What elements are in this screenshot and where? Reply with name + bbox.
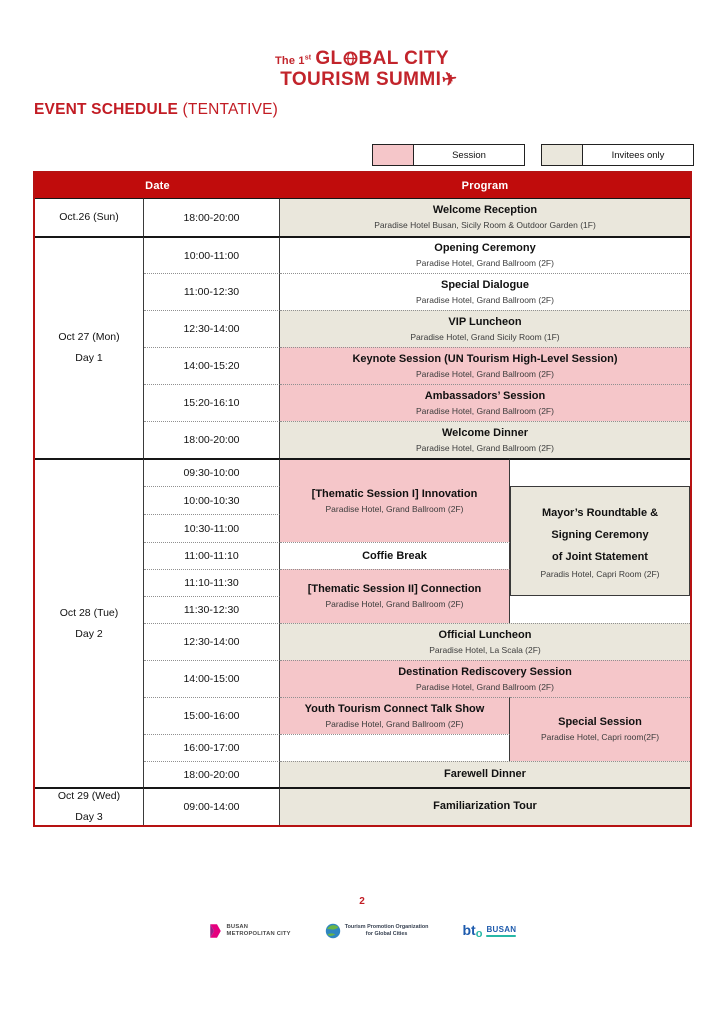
time-cell: 11:00-11:10 — [144, 542, 280, 569]
summit-logo — [0, 48, 724, 91]
time-cell: 10:30-11:00 — [144, 514, 280, 542]
page-title-main: EVENT SCHEDULE — [34, 101, 179, 118]
legend-item-invitees-only — [541, 144, 694, 166]
program-cell-keynote-session: Keynote Session (UN Tourism High-Level Session) Paradise Hotel, Grand Ballroom (2F) — [280, 347, 690, 384]
date-cell-oct29: Oct 29 (Wed) Day 3 — [35, 787, 144, 825]
date-cell-oct28: Oct 28 (Tue) Day 2 — [35, 458, 144, 787]
logo-tourism-promotion-organization: Tourism Promotion Organization for Global Cities — [325, 923, 429, 939]
legend-label-session: Session — [452, 149, 486, 161]
program-cell-destination-rediscovery: Destination Rediscovery Session Paradise Hotel, Grand Ballroom (2F) — [280, 660, 690, 697]
program-cell-youth-tourism-talk-show: Youth Tourism Connect Talk Show Paradise Hotel, Grand Ballroom (2F) — [280, 697, 510, 734]
logo-word-global-right: BAL CITY — [358, 48, 449, 69]
tpo-globe-icon — [325, 923, 341, 939]
logo-busan-tourism-organization: bto BUSAN — [462, 922, 517, 940]
logo-word-tourism-summit: TOURISM SUMMI — [280, 69, 442, 91]
program-cell-coffee-break: Coffie Break — [280, 542, 510, 569]
bto-subtitle-bar — [486, 935, 516, 937]
bto-mark: bto — [462, 922, 483, 940]
time-cell: 10:00-11:00 — [144, 236, 280, 273]
page-title-suffix: (TENTATIVE) — [178, 101, 279, 118]
time-cell: 18:00-20:00 — [144, 421, 280, 458]
program-cell-farewell-dinner: Farewell Dinner — [280, 761, 690, 787]
schedule-table — [33, 171, 692, 827]
time-cell: 12:30-14:00 — [144, 623, 280, 660]
program-cell-empty — [510, 458, 690, 486]
program-cell-welcome-reception: Welcome Reception Paradise Hotel Busan, Sicily Room & Outdoor Garden (1F) — [280, 198, 690, 236]
program-cell-familiarization-tour: Familiarization Tour — [280, 787, 690, 825]
program-cell-mayors-roundtable: Mayor’s Roundtable & Signing Ceremony of Joint Statement Paradis Hotel, Capri Room (2F) — [510, 486, 690, 596]
time-cell: 09:30-10:00 — [144, 458, 280, 486]
globe-icon — [343, 51, 358, 66]
page-title — [34, 101, 278, 119]
program-cell-vip-luncheon: VIP Luncheon Paradise Hotel, Grand Sicily Room (1F) — [280, 310, 690, 347]
program-cell-opening-ceremony: Opening Ceremony Paradise Hotel, Grand Ballroom (2F) — [280, 236, 690, 273]
busan-city-mark-icon — [208, 923, 223, 939]
time-cell: 11:10-11:30 — [144, 569, 280, 596]
time-cell: 15:20-16:10 — [144, 384, 280, 421]
time-cell: 14:00-15:00 — [144, 660, 280, 697]
time-cell: 18:00-20:00 — [144, 198, 280, 236]
time-cell: 14:00-15:20 — [144, 347, 280, 384]
program-cell-empty — [510, 596, 690, 623]
legend-label-invitees-only: Invitees only — [611, 149, 665, 161]
logo-word-global-left: GL — [315, 48, 343, 69]
time-cell: 11:30-12:30 — [144, 596, 280, 623]
program-cell-official-luncheon: Official Luncheon Paradise Hotel, La Scala (2F) — [280, 623, 690, 660]
program-cell-thematic-session-2: [Thematic Session II] Connection Paradise Hotel, Grand Ballroom (2F) — [280, 569, 510, 623]
time-cell: 11:00-12:30 — [144, 273, 280, 310]
legend-item-session — [372, 144, 525, 166]
program-cell-special-session: Special Session Paradise Hotel, Capri room(2F) — [510, 697, 690, 761]
logo-busan-metropolitan-city: BUSAN METROPOLITAN CITY — [208, 923, 291, 939]
airplane-icon: ✈ — [440, 68, 460, 91]
page-number: 2 — [359, 896, 365, 907]
logo-prefix: The 1st — [274, 54, 312, 67]
time-cell: 09:00-14:00 — [144, 787, 280, 825]
time-cell: 16:00-17:00 — [144, 734, 280, 761]
date-cell-oct27: Oct 27 (Mon) Day 1 — [35, 236, 144, 458]
summit-logo-line1 — [0, 48, 724, 69]
date-cell-oct26: Oct.26 (Sun) — [35, 198, 144, 236]
time-cell: 10:00-10:30 — [144, 486, 280, 514]
column-header-program: Program — [280, 173, 690, 198]
invitees-color-swatch — [542, 145, 583, 165]
time-cell: 15:00-16:00 — [144, 697, 280, 734]
session-color-swatch — [373, 145, 414, 165]
program-cell-ambassadors-session: Ambassadors’ Session Paradise Hotel, Grand Ballroom (2F) — [280, 384, 690, 421]
program-cell-special-dialogue: Special Dialogue Paradise Hotel, Grand Ballroom (2F) — [280, 273, 690, 310]
program-cell-welcome-dinner: Welcome Dinner Paradise Hotel, Grand Ballroom (2F) — [280, 421, 690, 458]
program-cell-empty — [280, 734, 510, 761]
time-cell: 18:00-20:00 — [144, 761, 280, 787]
program-cell-thematic-session-1: [Thematic Session I] Innovation Paradise Hotel, Grand Ballroom (2F) — [280, 458, 510, 542]
legend — [372, 144, 694, 166]
summit-logo-line2 — [14, 69, 724, 90]
column-header-date: Date — [35, 173, 280, 198]
time-cell: 12:30-14:00 — [144, 310, 280, 347]
footer-logos — [0, 922, 724, 940]
